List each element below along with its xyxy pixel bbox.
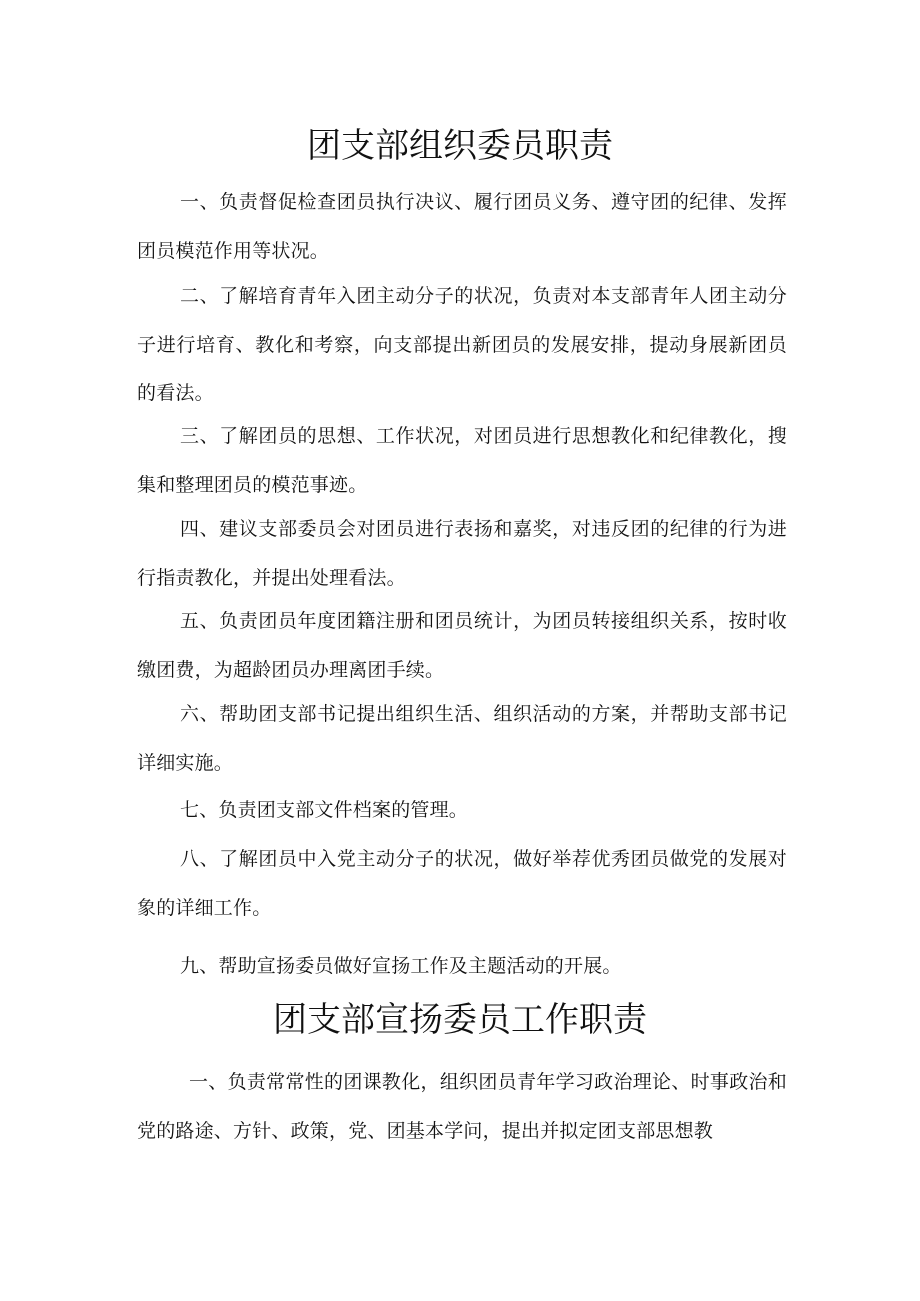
paragraph: 五、负责团员年度团籍注册和团员统计，为团员转接组织关系，按时收缴团费，为超龄团员办理离团手续。 [137,610,787,681]
paragraph: 四、建议支部委员会对团员进行表扬和嘉奖，对违反团的纪律的行为进行指责教化，并提出处理看法。 [137,518,787,589]
paragraph: 九、帮助宣扬委员做好宣扬工作及主题活动的开展。 [180,955,622,977]
paragraph: 三、了解团员的思想、工作状况，对团员进行思想教化和纪律教化，搜集和整理团员的模范事迹。 [137,425,787,496]
paragraph: 二、了解培育青年入团主动分子的状况，负责对本支部青年人团主动分子进行培育、教化和考察，向支部提出新团员的发展安排，提动身展新团员的看法。 [137,285,787,404]
paragraph: 一、负责常常性的团课教化，组织团员青年学习政治理论、时事政治和党的路途、方针、政策，党、团基本学问，提出并拟定团支部思想教 [137,1071,787,1142]
paragraph: 八、了解团员中入党主动分子的状况，做好举荐优秀团员做党的发展对象的详细工作。 [137,848,787,919]
section-title-publicity: 团支部宣扬委员工作职责 [273,1000,647,1040]
paragraph: 七、负责团支部文件档案的管理。 [180,799,469,821]
section-title-organization: 团支部组织委员职责 [307,126,613,166]
paragraph: 一、负责督促检查团员执行决议、履行团员义务、遵守团的纪律、发挥团员模范作用等状况。 [137,191,787,262]
paragraph: 六、帮助团支部书记提出组织生活、组织活动的方案，并帮助支部书记详细实施。 [137,703,787,774]
